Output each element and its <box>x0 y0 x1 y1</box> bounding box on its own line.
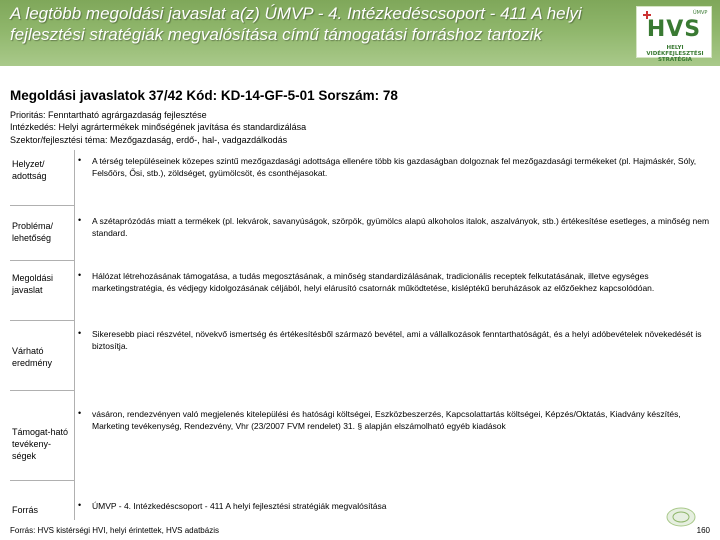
bullet-icon: • <box>78 155 82 165</box>
logo-small-text: ÚMVP <box>693 10 708 16</box>
row-divider <box>10 260 74 261</box>
row-label-megoldasi: Megoldási javaslat <box>12 273 54 295</box>
sector-text: Szektor/fejlesztési téma: Mezőgazdaság, erdő-, hal-, vadgazdálkodás <box>10 135 288 145</box>
bullet-icon: • <box>78 215 82 225</box>
section-title: Megoldási javaslatok 37/42 Kód: KD-14-GF-5-01 Sorszám: 78 <box>10 88 398 103</box>
bullet-icon: • <box>78 500 82 510</box>
row-label-helyzet: Helyzet/ adottság <box>12 159 47 181</box>
row-text-forras: ÚMVP - 4. Intézkedéscsoport - 411 A helyi fejlesztési stratégiák megvalósítása <box>92 501 387 511</box>
footer-source: Forrás: HVS kistérségi HVI, helyi érintettek, HVS adatbázis <box>10 526 219 535</box>
header-bar <box>0 0 720 66</box>
row-text-tamogathato: vásáron, rendezvényen való megjelenés kitelepülési és hatósági költségei, Eszközbeszerzés, Kapcsolattartás költségei, Képzés/Oktatás, Kiadvány készítés, Marketing tevékenység, Rendezvény, Vhr (23/2007 FVM rendelet) 31. § alapján elszámolható egyéb kiadások <box>92 409 681 431</box>
row-divider <box>10 480 74 481</box>
row-text-helyzet: A térség településeinek közepes szintű mezőgazdasági adottsága ellenére több kis gazdaságban dolgoznak fel mezőgazdasági termékeket (pl. Hajmáskér, Sóly, Felsőörs, Ősi, stb.), zöldséget, gyümölcsöt, és csonthéjasokat. <box>92 156 697 178</box>
logo-main-text: HVS <box>646 17 702 42</box>
row-label-problema: Probléma/ lehetőség <box>12 221 54 243</box>
row-text-problema: A szétaprózódás miatt a termékek (pl. lekvárok, savanyúságok, szörpök, gyümölcs alapú alkoholos italok, aszalványok, stb.) értékesítése esetleges, a minőség nem standard. <box>92 216 710 238</box>
page-number: 160 <box>696 526 710 535</box>
row-label-varhato: Várható eredmény <box>12 346 53 368</box>
priority-text: Prioritás: Fenntartható agrárgazdaság fejlesztése <box>10 110 207 120</box>
row-text-megoldasi: Hálózat létrehozásának támogatása, a tudás megosztásának, a minőség standardizálásának, tradicionális receptek felkutatásának, illetve egységes marketingstratégia, és védjegy kidolgozásának céljából, helyi elárusító csatornák működtetése, kisléptékű beruházások az előzőekhez kapcsolódóan. <box>92 271 655 293</box>
page-title: A legtöbb megoldási javaslat a(z) ÚMVP - 4. Intézkedéscsoport - 411 A helyi fejlesztési stratégiák megvalósítása című támogatási forráshoz tartozik <box>10 4 582 44</box>
bullet-icon: • <box>78 270 82 280</box>
measure-text: Intézkedés: Helyi agrártermékek minőségének javítása és standardizálása <box>10 122 307 132</box>
hvs-logo <box>636 6 712 63</box>
row-divider <box>10 320 74 321</box>
table-divider-vertical <box>74 150 75 520</box>
bullet-icon: • <box>78 408 82 418</box>
row-label-tamogathato: Támogat-ható tevékeny-ségek <box>12 427 69 461</box>
bullet-icon: • <box>78 328 82 338</box>
row-text-varhato: Sikeresebb piaci részvétel, növekvő ismertség és értékesítésből származó bevétel, ami a vállalkozások fenntarthatóságát, és a helyi adóbevételek növekedését is biztosítja. <box>92 329 702 351</box>
row-divider <box>10 390 74 391</box>
footer-logo-icon <box>666 506 696 528</box>
logo-subtitle: HELYI VIDÉKFEJLESZTÉSI STRATÉGIA <box>646 45 704 63</box>
row-divider <box>10 205 74 206</box>
row-label-forras: Forrás <box>12 505 39 515</box>
